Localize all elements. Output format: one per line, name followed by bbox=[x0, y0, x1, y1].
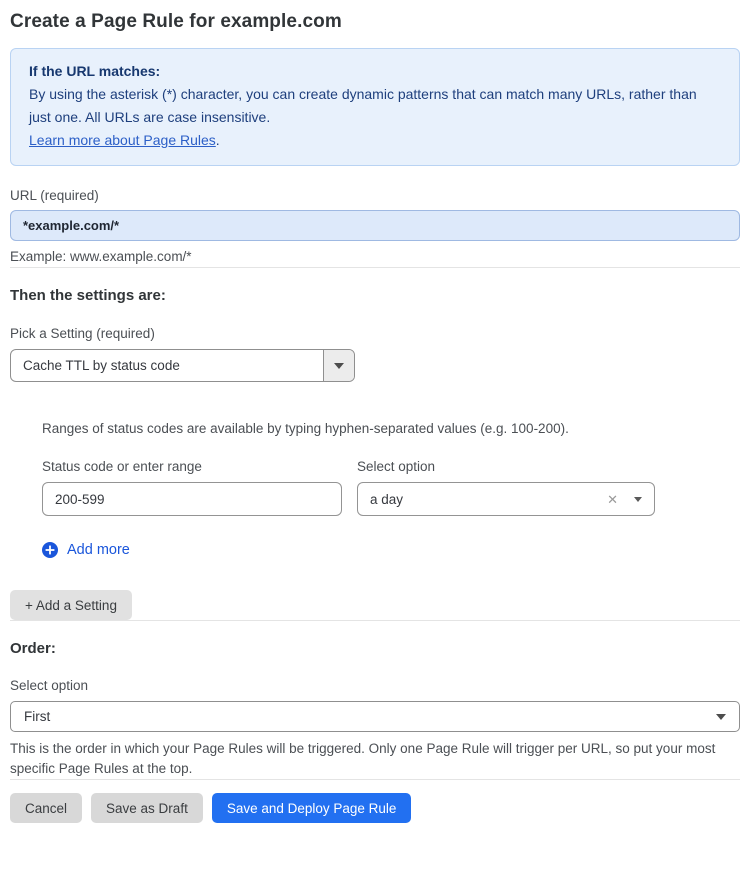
ttl-select-value: a day bbox=[370, 491, 404, 507]
ttl-select[interactable] bbox=[357, 482, 655, 516]
status-fields-row bbox=[42, 458, 740, 516]
learn-more-link[interactable]: Learn more about Page Rules bbox=[29, 132, 216, 148]
footer-actions bbox=[10, 793, 740, 823]
page-rule-form bbox=[0, 11, 750, 823]
link-suffix-text: . bbox=[215, 132, 220, 148]
divider bbox=[10, 779, 740, 780]
divider bbox=[10, 620, 740, 621]
add-more-button[interactable] bbox=[42, 542, 130, 558]
info-box-body: By using the asterisk (*) character, you can create dynamic patterns that can match many URLs, rather than just one. All URLs are case insensitive. bbox=[29, 86, 697, 125]
setting-select-arrow-box bbox=[323, 350, 354, 381]
setting-select-value: Cache TTL by status code bbox=[23, 358, 180, 373]
status-ranges-hint: Ranges of status codes are available by typing hyphen-separated values (e.g. 100-200). bbox=[42, 421, 569, 436]
cancel-button[interactable]: Cancel bbox=[10, 793, 82, 823]
sub-setting-block bbox=[42, 419, 740, 563]
status-code-field bbox=[42, 458, 342, 516]
caret-down-icon bbox=[716, 714, 726, 720]
ttl-select-label: Select option bbox=[357, 459, 436, 474]
add-setting-button[interactable]: + Add a Setting bbox=[10, 590, 132, 620]
url-label: URL (required) bbox=[10, 188, 99, 203]
order-select[interactable] bbox=[10, 701, 740, 732]
order-select-value: First bbox=[24, 709, 51, 724]
save-deploy-button[interactable]: Save and Deploy Page Rule bbox=[212, 793, 412, 823]
info-box-heading: If the URL matches: bbox=[29, 63, 161, 79]
url-input[interactable] bbox=[10, 210, 740, 241]
plus-circle-icon bbox=[42, 542, 58, 558]
info-box-link-line bbox=[29, 129, 721, 152]
pick-setting-label: Pick a Setting (required) bbox=[10, 326, 155, 341]
status-code-input[interactable] bbox=[42, 482, 342, 516]
settings-section-heading: Then the settings are: bbox=[10, 287, 166, 304]
clear-icon[interactable]: ✕ bbox=[607, 491, 618, 507]
page-title: Create a Page Rule for example.com bbox=[10, 11, 342, 32]
ttl-select-field bbox=[357, 458, 655, 516]
add-more-label: Add more bbox=[67, 542, 130, 558]
setting-select[interactable] bbox=[10, 349, 355, 382]
order-section-heading: Order: bbox=[10, 640, 56, 657]
save-draft-button[interactable]: Save as Draft bbox=[91, 793, 203, 823]
caret-down-icon bbox=[634, 497, 642, 502]
order-helper-text: This is the order in which your Page Rules will be triggered. Only one Page Rule will trigger per URL, so put your most specific Page Rules at the top. bbox=[10, 741, 716, 776]
divider bbox=[10, 267, 740, 268]
url-match-info-box bbox=[10, 48, 740, 166]
url-helper-text: Example: www.example.com/* bbox=[10, 249, 192, 264]
order-select-label: Select option bbox=[10, 678, 89, 693]
status-code-label: Status code or enter range bbox=[42, 459, 202, 474]
caret-down-icon bbox=[334, 363, 344, 369]
